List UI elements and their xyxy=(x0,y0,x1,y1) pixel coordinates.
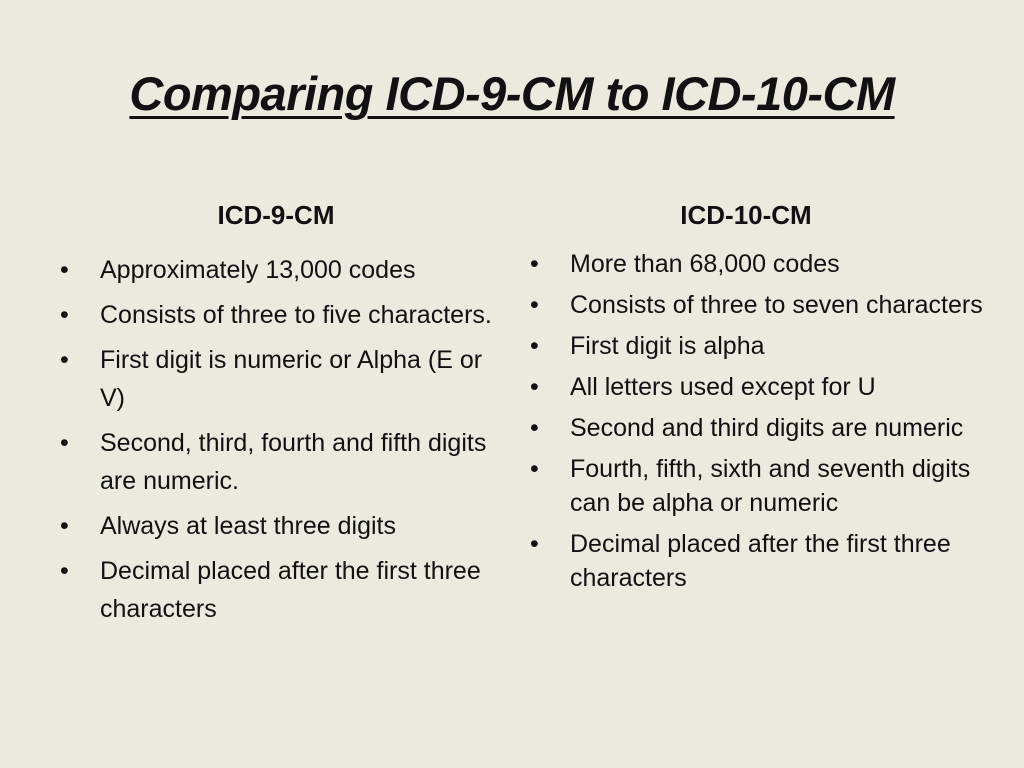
icd10-item-text: More than 68,000 codes xyxy=(570,250,840,278)
bullet-icon: • xyxy=(60,346,69,374)
icd10-item-text: Fourth, fifth, sixth and seventh digits can be alpha or numeric xyxy=(570,455,971,517)
bullet-icon: • xyxy=(530,291,539,319)
bullet-icon: • xyxy=(530,250,539,278)
bullet-icon: • xyxy=(530,455,539,483)
icd9-item-text: Approximately 13,000 codes xyxy=(100,256,416,284)
icd9-column xyxy=(56,200,496,635)
bullet-icon: • xyxy=(60,557,69,585)
icd10-item-text: Decimal placed after the first three characters xyxy=(570,530,951,592)
icd9-heading: ICD-9-CM xyxy=(217,200,335,230)
slide-title: Comparing ICD-9-CM to ICD-10-CM xyxy=(129,67,895,120)
icd9-list-item xyxy=(56,552,496,628)
icd10-heading: ICD-10-CM xyxy=(680,200,812,230)
bullet-icon: • xyxy=(60,429,69,457)
icd9-item-text: Decimal placed after the first three characters xyxy=(100,557,481,623)
icd9-list-item xyxy=(56,507,496,545)
bullet-icon: • xyxy=(60,512,69,540)
icd9-list-item xyxy=(56,341,496,417)
icd10-column xyxy=(526,200,986,602)
icd9-list-item xyxy=(56,251,496,289)
icd10-list-item xyxy=(526,288,986,322)
icd10-item-text: Second and third digits are numeric xyxy=(570,414,964,442)
bullet-icon: • xyxy=(60,256,69,284)
icd10-list-item xyxy=(526,527,986,595)
icd10-list-item xyxy=(526,329,986,363)
icd9-item-text: Always at least three digits xyxy=(100,512,396,540)
icd10-list-item xyxy=(526,370,986,404)
bullet-icon: • xyxy=(530,530,539,558)
icd9-list xyxy=(56,251,496,628)
icd9-item-text: First digit is numeric or Alpha (E or V) xyxy=(100,346,483,412)
icd9-item-text: Consists of three to five characters. xyxy=(100,301,492,329)
icd10-list-item xyxy=(526,247,986,281)
bullet-icon: • xyxy=(530,414,539,442)
bullet-icon: • xyxy=(60,301,69,329)
icd10-list-item xyxy=(526,411,986,445)
icd9-list-item xyxy=(56,424,496,500)
icd10-item-text: All letters used except for U xyxy=(570,373,876,401)
icd9-item-text: Second, third, fourth and fifth digits are numeric. xyxy=(100,429,487,495)
icd10-item-text: First digit is alpha xyxy=(570,332,765,360)
icd10-list-item xyxy=(526,452,986,520)
bullet-icon: • xyxy=(530,373,539,401)
bullet-icon: • xyxy=(530,332,539,360)
icd10-item-text: Consists of three to seven characters xyxy=(570,291,983,319)
icd9-list-item xyxy=(56,296,496,334)
icd10-list xyxy=(526,247,986,595)
